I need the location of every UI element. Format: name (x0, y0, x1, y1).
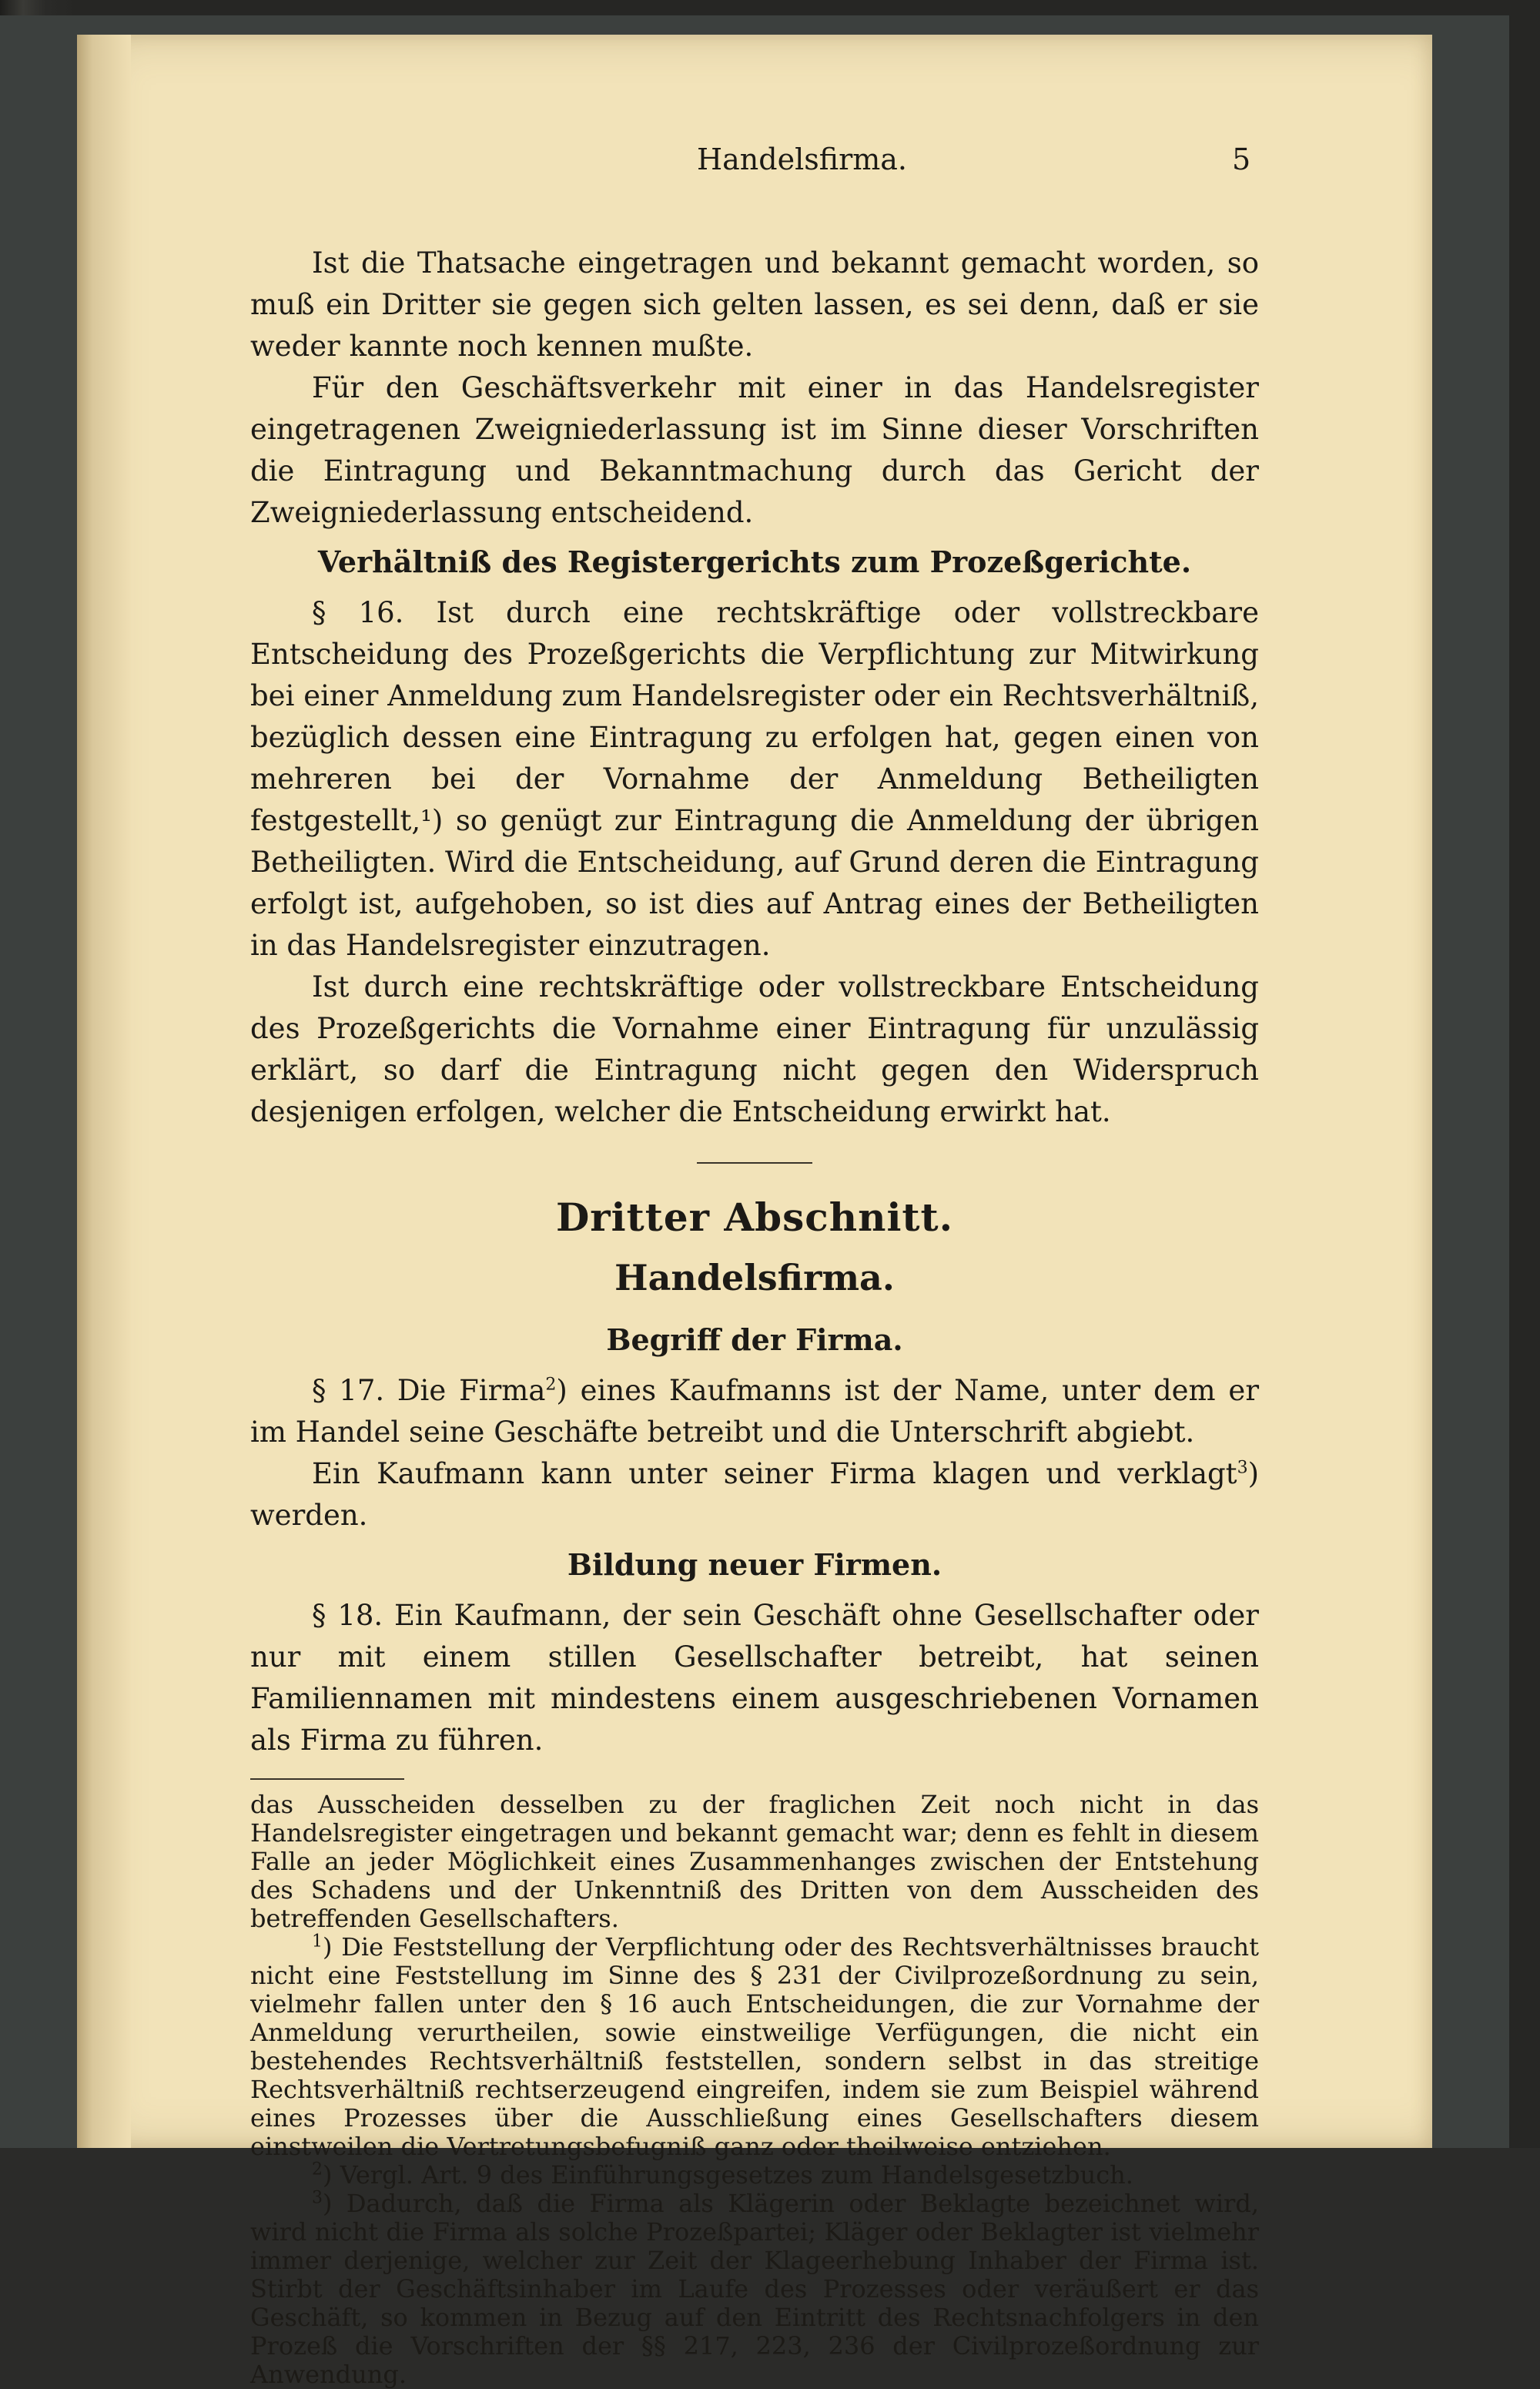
chapter-title: Handelsfirma. (614, 1257, 895, 1298)
main-text-block (250, 243, 1259, 2389)
section-heading-bildung: Bildung neuer Firmen. (567, 1547, 942, 1582)
paragraph-section-17: § 17. Die Firma$^2$) eines Kaufmanns ist der Name, unter dem er im Handel seine Geschäfte betreibt und die Unterschrift abgiebt. (250, 1374, 1260, 1449)
paragraph-eintragung: Ist die Thatsache eingetragen und bekannt gemacht worden, so muß ein Dritter sie gegen sich gelten lassen, es sei denn, daß er sie weder kannte noch kennen mußte. (250, 246, 1259, 363)
paragraph-zweigniederlassung: Für den Geschäftsverkehr mit einer in das Handelsregister eingetragenen Zweigniederlassung ist im Sinne dieser Vorschriften die Eintragung und Bekanntmachung durch das Gericht der Zweigniederlassung entscheidend. (250, 371, 1259, 529)
paragraph-section-16-2: Ist durch eine rechtskräftige oder vollstreckbare Entscheidung des Prozeßgerichts die Vornahme einer Eintragung für unzulässig erklärt, so darf die Eintragung nicht gegen den Widerspruch desjenigen erfolgen, welcher die Entscheidung erwirkt hat. (250, 970, 1259, 1128)
footnote-1: $^1$) Die Feststellung der Verpflichtung oder des Rechtsverhältnisses braucht nicht eine Feststellung im Sinne des § 231 der Civilprozeßordnung zu sein, vielmehr fallen unter den § 16 auch Entscheidungen, die zur Vornahme der Anmeldung verurtheilen, sowie einstweilige Verfügungen, die nicht ein bestehendes Rechtsverhältniß feststellen, sondern selbst in das streitige Rechtsverhältniß rechtserzeugend eingreifen, indem sie zum Beispiel während eines Prozesses über die Ausschließung eines Gesellschafters diesem einstweilen die Vertretungsbefugniß ganz oder theilweise entziehen. (250, 1932, 1259, 2161)
chapter-label: Dritter Abschnitt. (555, 1194, 954, 1240)
footnote-3: $^3$) Dadurch, daß die Firma als Klägerin oder Beklagte bezeichnet wird, wird nicht die Firma als solche Prozeßpartei; Kläger oder Beklagter ist vielmehr immer derjenige, welcher zur Zeit der Klageerhebung Inhaber der Firma ist. Stirbt der Geschäftsinhaber im Laufe des Prozesses oder veräußert er das Geschäft, so kommen in Bezug auf den Eintritt des Rechtsnachfolgers in den Prozeß die Vorschriften der §§ 217, 223, 236 der Civilprozeßordnung zur Anwendung. (250, 2188, 1259, 2389)
paragraph-section-16: § 16. Ist durch eine rechtskräftige oder vollstreckbare Entscheidung des Prozeßgerichts die Verpflichtung zur Mitwirkung bei einer Anmeldung zum Handelsregister oder ein Rechtsverhältniß, bezüglich dessen eine Eintragung zu erfolgen hat, gegen einen von mehreren bei der Vornahme der Anmeldung Betheiligten festgestellt,¹) so genügt zur Eintragung die Anmeldung der übrigen Betheiligten. Wird die Entscheidung, auf Grund deren die Eintragung erfolgt ist, aufgehoben, so ist dies auf Antrag eines der Betheiligten in das Handelsregister einzutragen. (250, 596, 1259, 962)
page-number: 5 (1232, 142, 1251, 176)
section-heading-begriff: Begriff der Firma. (606, 1322, 903, 1357)
footnotes (250, 1791, 1259, 2389)
paragraph-section-17-2: Ein Kaufmann kann unter seiner Firma klagen und verklagt$^3$) werden. (250, 1457, 1259, 1532)
footnote-continuation: das Ausscheiden desselben zu der fraglichen Zeit noch nicht in das Handelsregister eingetragen und bekannt gemacht war; denn es fehlt in diesem Falle an jeder Möglichkeit eines Zusammenhanges zwischen der Entstehung des Schadens und der Unkenntniß des Dritten von dem Ausscheiden des betreffenden Gesellschafters. (250, 1790, 1259, 1933)
page-gutter-shadow (77, 35, 131, 2148)
running-title: Handelsfirma. (697, 142, 908, 176)
paragraph-section-18: § 18. Ein Kaufmann, der sein Geschäft ohne Gesellschafter oder nur mit einem stillen Gesellschafter betreibt, hat seinen Familiennamen mit mindestens einem ausgeschriebenen Vornamen als Firma zu führen. (250, 1599, 1259, 1757)
section-heading-registergericht: Verhältniß des Registergerichts zum Prozeßgerichte. (317, 544, 1192, 579)
footnote-2: $^2$) Vergl. Art. 9 des Einführungsgesetzes zum Handelsgesetzbuch. (312, 2159, 1133, 2190)
